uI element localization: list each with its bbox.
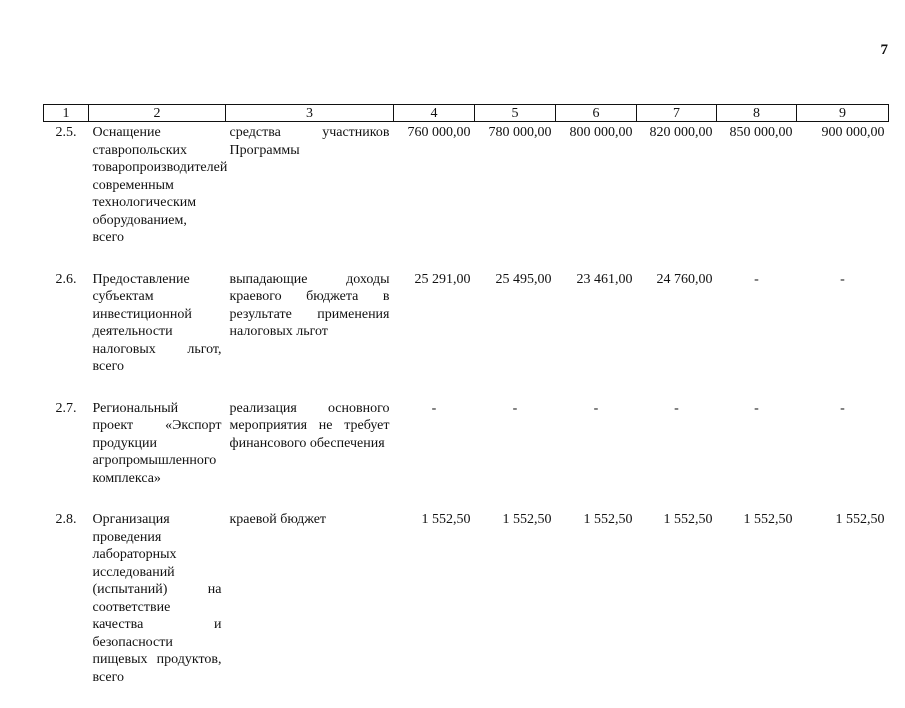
activity-name: Региональный проект «Экспорт продукции агропромышленного комплекса» (92, 400, 222, 486)
column-header: 3 (226, 105, 394, 122)
funding-source: реализация основного мероприятия не требует финансового обеспечения (229, 400, 390, 451)
column-header: 2 (89, 105, 226, 122)
amount-cell: - (674, 400, 679, 416)
amount-cell: 850 000,00 (729, 125, 793, 140)
amount-cell: 1 552,50 (663, 512, 713, 527)
table-row (44, 398, 889, 510)
column-header: 5 (475, 105, 556, 122)
activity-name: Оснащение ставропольских товаропроизводителей современным технологическим оборудованием, всего (92, 125, 228, 245)
funding-source: выпадающие доходы краевого бюджета в результате применения налоговых льгот (229, 271, 390, 339)
amount-cell: 23 461,00 (576, 271, 633, 287)
amount-cell: 1 552,50 (421, 512, 471, 527)
row-number: 2.7. (55, 400, 77, 416)
table-header-row (44, 105, 889, 122)
table-row (44, 122, 889, 269)
column-header: 8 (717, 105, 797, 122)
amount-cell: 1 552,50 (743, 512, 793, 527)
amount-cell: 25 495,00 (495, 271, 552, 287)
amount-cell: 1 552,50 (835, 512, 885, 527)
column-header: 7 (637, 105, 717, 122)
row-number: 2.5. (55, 125, 77, 140)
amount-cell: 1 552,50 (583, 512, 633, 527)
table-row (44, 269, 889, 398)
table-row (44, 509, 889, 708)
funding-source: краевой бюджет (229, 512, 327, 527)
activity-name: Организация проведения лабораторных исследований (испытаний) на соответствие качества и безопасности пищевых продуктов, всего (92, 512, 222, 685)
column-header: 6 (556, 105, 637, 122)
amount-cell: 1 552,50 (502, 512, 552, 527)
funding-source: средства участников Программы (229, 125, 390, 158)
amount-cell: 760 000,00 (407, 125, 471, 140)
amount-cell: 25 291,00 (414, 271, 471, 287)
amount-cell: - (840, 271, 845, 287)
amount-cell: 800 000,00 (569, 125, 633, 140)
amount-cell: - (593, 400, 599, 416)
amount-cell: - (431, 400, 437, 416)
column-header: 1 (44, 105, 89, 122)
page-number: 7 (880, 42, 888, 58)
amount-cell: 820 000,00 (649, 125, 713, 140)
amount-cell: - (754, 271, 759, 287)
column-header: 9 (797, 105, 889, 122)
row-number: 2.6. (55, 271, 77, 287)
amount-cell: 24 760,00 (656, 271, 713, 287)
amount-cell: 780 000,00 (488, 125, 552, 140)
column-header: 4 (394, 105, 475, 122)
amount-cell: - (754, 400, 759, 416)
program-table (43, 104, 889, 708)
activity-name: Предоставление субъектам инвестиционной деятельности налоговых льгот, всего (92, 271, 222, 374)
row-number: 2.8. (55, 512, 77, 527)
amount-cell: - (840, 400, 845, 416)
amount-cell: 900 000,00 (821, 125, 885, 140)
amount-cell: - (512, 400, 518, 416)
